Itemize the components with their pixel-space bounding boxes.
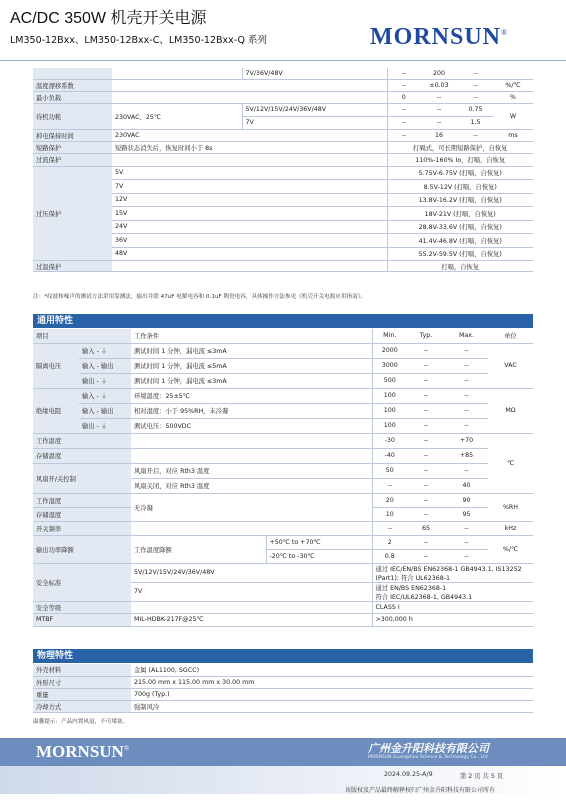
cell-unit: %/℃ — [493, 79, 533, 91]
cell-max: -- — [458, 91, 493, 103]
table-row — [33, 358, 533, 373]
table-row — [33, 261, 533, 272]
cell-value: 金属 (AL1100, SGCC) — [131, 664, 533, 676]
param-insulation-resistance: 绝缘电阻 — [33, 388, 79, 433]
param-short-circuit: 短路保护 — [33, 141, 112, 153]
cell-sub: 输入 - 输出 — [79, 403, 131, 418]
cell-value: 8.5V-12V (打嗝，自恢复) — [387, 180, 533, 194]
cell-typ: -- — [407, 373, 445, 388]
cell-typ: -- — [407, 403, 445, 418]
cell-typ: -- — [407, 463, 445, 478]
header-condition: 工作条件 — [131, 329, 372, 343]
cell-max: -- — [445, 358, 488, 373]
cell-value: 55.2V-59.5V (打嗝，自恢复) — [387, 247, 533, 261]
cell-value: 28.8V-33.6V (打嗝，自恢复) — [387, 220, 533, 234]
cell-min: -- — [372, 478, 407, 493]
cell-typ: -- — [407, 388, 445, 403]
cell-unit: kHz — [488, 521, 533, 535]
table-header-row — [33, 329, 533, 343]
header-max: Max. — [445, 329, 488, 343]
cell-typ: 16 — [420, 129, 458, 141]
cell-max: -- — [445, 535, 488, 549]
footer-logo-text: MORNSUN — [36, 742, 124, 761]
param-overtemp: 过温保护 — [33, 261, 112, 272]
table-row — [33, 79, 533, 91]
footer-company-en: MORNSUN Guangzhou Science & Technology Co., Ltd. — [368, 755, 490, 760]
table-row — [33, 563, 533, 582]
cell-typ: -- — [420, 91, 458, 103]
cell-max: 0.75 — [458, 103, 493, 116]
cell-min: -40 — [372, 448, 407, 463]
general-spec-table — [33, 329, 533, 627]
document-subtitle: LM350-12Bxx、LM350-12Bxx-C、LM350-12Bxx-Q 系列 — [10, 35, 268, 46]
table-row — [33, 601, 533, 613]
footer-logo — [36, 742, 129, 762]
cell-typ: -- — [407, 549, 445, 563]
cell-typ: -- — [407, 507, 445, 521]
cell-cond: 工作温度降额 — [131, 535, 266, 563]
footer-logo-mark: ® — [123, 744, 130, 753]
param-mtbf: MTBF — [33, 613, 131, 626]
table-row — [33, 688, 533, 700]
table-row — [33, 68, 533, 79]
cell-model: 7V — [242, 116, 387, 129]
header-typ: Typ. — [407, 329, 445, 343]
table-row — [33, 463, 533, 478]
cell-value: CLASS I — [372, 601, 533, 613]
cell-model: 15V — [112, 207, 242, 221]
table-row — [33, 493, 533, 507]
cell-unit — [493, 68, 533, 79]
cell-min: -- — [387, 103, 420, 116]
table-row — [33, 129, 533, 141]
cell-cond: 环境温度：25±5℃ — [131, 388, 372, 403]
cell-cond: 230VAC — [112, 129, 387, 141]
cell-min: 100 — [372, 388, 407, 403]
brand-logo — [370, 24, 508, 51]
cell-typ: -- — [407, 493, 445, 507]
cell-max: 40 — [445, 478, 488, 493]
param-switching-frequency: 开关频率 — [33, 521, 131, 535]
cell-typ: -- — [407, 478, 445, 493]
cell-unit: MΩ — [488, 388, 533, 433]
cell-min: -30 — [372, 433, 407, 448]
cell-typ: -- — [407, 433, 445, 448]
brand-logo-mark: ® — [501, 28, 509, 37]
cell-min: -- — [387, 116, 420, 129]
cell-sub: 输出 - ⏚ — [79, 418, 131, 433]
cell-cond: MIL-HDBK-217F@25℃ — [131, 613, 372, 626]
table-row — [33, 700, 533, 712]
cell-max: +85 — [445, 448, 488, 463]
output-note: 注：*纹波和噪声的测试方法采用靠测法，输出并联 47uF 电解电容和 0.1uF 陶瓷电容，具体操作方法参见《机壳开关电源应用指南》。 — [33, 294, 367, 300]
param-power-derating: 输出功率降额 — [33, 535, 131, 563]
param-operating-humidity: 工作湿度 — [33, 493, 131, 507]
cell-value: >300,000 h — [372, 613, 533, 626]
cell-typ: -- — [407, 418, 445, 433]
cell-unit: %RH — [488, 493, 533, 521]
param-holdup-time: 掉电保持时间 — [33, 129, 112, 141]
cell-cond: 7V/36V/48V — [242, 68, 387, 79]
page-header — [0, 0, 566, 64]
cell-value: 13.8V-16.2V (打嗝，自恢复) — [387, 193, 533, 207]
cell-temp-range: -20℃ to -30℃ — [266, 549, 372, 563]
cell-cond: 230VAC、25℃ — [112, 103, 242, 129]
cell-typ: 200 — [420, 68, 458, 79]
cell-max: -- — [445, 388, 488, 403]
cell-min: -- — [387, 79, 420, 91]
table-row — [33, 153, 533, 166]
cell-max: -- — [445, 463, 488, 478]
cell-max: -- — [458, 129, 493, 141]
param-case-material: 外壳材料 — [33, 664, 131, 676]
output-spec-table — [33, 68, 533, 272]
table-row — [33, 343, 533, 358]
cell-model: 12V — [112, 193, 242, 207]
cell-max: +70 — [445, 433, 488, 448]
param-operating-temp: 工作温度 — [33, 433, 131, 448]
cell-min: 500 — [372, 373, 407, 388]
cell-model: 7V — [112, 180, 242, 194]
table-row — [33, 676, 533, 688]
cell-cond: 测试时间 1 分钟，漏电流 ≤3mA — [131, 373, 372, 388]
cell-typ: -- — [407, 358, 445, 373]
cell-max: -- — [445, 373, 488, 388]
standard-line: 通过 EN/BS EN62368-1 — [375, 584, 447, 592]
param-temp-coefficient: 温度漂移系数 — [33, 79, 112, 91]
header-min: Min. — [372, 329, 407, 343]
cell-unit: %/℃ — [488, 535, 533, 563]
cell-min: 50 — [372, 463, 407, 478]
cell-cond: 无冷凝 — [131, 493, 372, 521]
cell-value: 41.4V-46.8V (打嗝，自恢复) — [387, 234, 533, 248]
table-row — [33, 388, 533, 403]
table-row — [33, 448, 533, 463]
cell-standard — [372, 582, 533, 601]
cell-max: -- — [445, 403, 488, 418]
param-overvoltage: 过压保护 — [33, 166, 112, 261]
cell-value: 18V-21V (打嗝，自恢复) — [387, 207, 533, 221]
cell-cond: 风扇关闭，对应 Rth3 温度 — [131, 478, 372, 493]
cell-min: 2 — [372, 535, 407, 549]
table-row — [33, 613, 533, 626]
param-safety-standard: 安全标准 — [33, 563, 131, 601]
cell-cond: 风扇开启，对应 Rth3 温度 — [131, 463, 372, 478]
standard-line: (Part1); 符合 UL62368-1 — [375, 574, 450, 582]
cell-min: -- — [387, 129, 420, 141]
cell-cond: 测试时间 1 分钟，漏电流 ≤3mA — [131, 343, 372, 358]
param-dimensions: 外形尺寸 — [33, 676, 131, 688]
param-storage-temp: 存储温度 — [33, 448, 131, 463]
header-item: 项目 — [33, 329, 131, 343]
param-storage-humidity: 存储湿度 — [33, 507, 131, 521]
header-unit: 单位 — [488, 329, 533, 343]
cell-min: 0.8 — [372, 549, 407, 563]
table-row — [33, 433, 533, 448]
table-row — [33, 521, 533, 535]
cell-typ: -- — [407, 343, 445, 358]
param-weight: 重量 — [33, 688, 131, 700]
cell-max: 90 — [445, 493, 488, 507]
cell-value: 打嗝，自恢复 — [387, 261, 533, 272]
cell-max: -- — [458, 68, 493, 79]
table-row — [33, 91, 533, 103]
table-row — [33, 535, 533, 549]
cell-unit: % — [493, 91, 533, 103]
cell-sub: 输入 - 输出 — [79, 358, 131, 373]
table-row — [33, 418, 533, 433]
cell-min: 2000 — [372, 343, 407, 358]
table-row — [33, 373, 533, 388]
cell-max: -- — [445, 418, 488, 433]
cell-min: 100 — [372, 418, 407, 433]
cell-model: 5V/12V/15V/24V/36V/48V — [131, 563, 372, 582]
cell-sub: 输入 - ⏚ — [79, 343, 131, 358]
cell-standard — [372, 563, 533, 582]
cell-model: 5V — [112, 166, 242, 180]
cell-model: 5V/12V/15V/24V/36V/48V — [242, 103, 387, 116]
footer-company-cn: 广州金升阳科技有限公司 — [368, 742, 489, 755]
table-row — [33, 403, 533, 418]
section-physical-title: 物理特性 — [33, 649, 533, 663]
cell-unit: ℃ — [488, 433, 533, 493]
cell-min: 3000 — [372, 358, 407, 373]
cell-value: 110%-160% Io，打嗝，自恢复 — [387, 153, 533, 166]
header-divider — [0, 60, 566, 61]
cell-unit: W — [493, 103, 533, 129]
cell-min: 0 — [387, 91, 420, 103]
cell-typ: -- — [407, 448, 445, 463]
param-standby-power: 待机功耗 — [33, 103, 112, 129]
table-row — [33, 103, 533, 116]
param-fan-control: 风扇开/关控制 — [33, 463, 131, 493]
cell-model: 24V — [112, 220, 242, 234]
cell-min: -- — [387, 68, 420, 79]
cell-cond: 测试电压：500VDC — [131, 418, 372, 433]
cell-max: -- — [458, 79, 493, 91]
param-min-load: 最小负载 — [33, 91, 112, 103]
cell-max: 1.5 — [458, 116, 493, 129]
table-row — [33, 664, 533, 676]
cell-max: -- — [445, 521, 488, 535]
cell-max: 95 — [445, 507, 488, 521]
cell-min: 20 — [372, 493, 407, 507]
cell-cond: 短路状态消失后，恢复时间小于 8s — [112, 141, 387, 153]
cell-value: 5.75V-6.75V (打嗝，自恢复) — [387, 166, 533, 180]
physical-note: 温馨提示：产品内置风扇，不可堵塞。 — [33, 719, 129, 725]
cell-value: 215.00 mm x 115.00 mm x 30.00 mm — [131, 676, 533, 688]
cell-max: -- — [445, 343, 488, 358]
cell-cond: 测试时间 1 分钟，漏电流 ≤5mA — [131, 358, 372, 373]
cell-model: 48V — [112, 247, 242, 261]
cell-value: 强制风冷 — [131, 700, 533, 712]
param-overcurrent: 过流保护 — [33, 153, 112, 166]
cell-min: 10 — [372, 507, 407, 521]
brand-logo-text: MORNSUN — [370, 24, 501, 50]
cell-model: 7V — [131, 582, 372, 601]
table-row — [33, 166, 533, 180]
cell-unit: VAC — [488, 343, 533, 388]
cell-typ: -- — [420, 116, 458, 129]
cell-sub: 输出 - ⏚ — [79, 373, 131, 388]
cell-temp-range: +50℃ to +70℃ — [266, 535, 372, 549]
cell-value: 700g (Typ.) — [131, 688, 533, 700]
section-general-title: 通用特性 — [33, 314, 533, 328]
cell-min: 100 — [372, 403, 407, 418]
cell-typ: ±0.03 — [420, 79, 458, 91]
cell-typ: 65 — [407, 521, 445, 535]
footer-revision-date: 2024.09.25-A/9 — [384, 771, 433, 778]
cell-typ: -- — [407, 535, 445, 549]
physical-spec-table — [33, 664, 533, 713]
cell-typ: -- — [420, 103, 458, 116]
page-footer — [0, 730, 566, 800]
table-row — [33, 141, 533, 153]
standard-line: 通过 IEC/EN/BS EN62368-1 GB4943.1, IS13252 — [375, 565, 522, 573]
cell-value: 打嗝式，可长期短路保护，自恢复 — [387, 141, 533, 153]
standard-line: 符合 IEC/UL62368-1, GB4943.1 — [375, 593, 473, 601]
cell-sub: 输入 - ⏚ — [79, 388, 131, 403]
footer-page-number: 第 2 页 共 5 页 — [460, 773, 504, 780]
cell-min: -- — [372, 521, 407, 535]
footer-copyright: 该版权及产品最终解释权归广州金升阳科技有限公司所有 — [345, 787, 496, 794]
cell-unit: ms — [493, 129, 533, 141]
document-title: AC/DC 350W 机壳开关电源 — [10, 10, 207, 27]
cell-max: -- — [445, 549, 488, 563]
param-isolation-voltage: 隔离电压 — [33, 343, 79, 388]
param-safety-class: 安全等级 — [33, 601, 131, 613]
cell-model: 36V — [112, 234, 242, 248]
cell-cond: 相对湿度：小于 95%RH，未冷凝 — [131, 403, 372, 418]
param-cooling: 冷却方式 — [33, 700, 131, 712]
